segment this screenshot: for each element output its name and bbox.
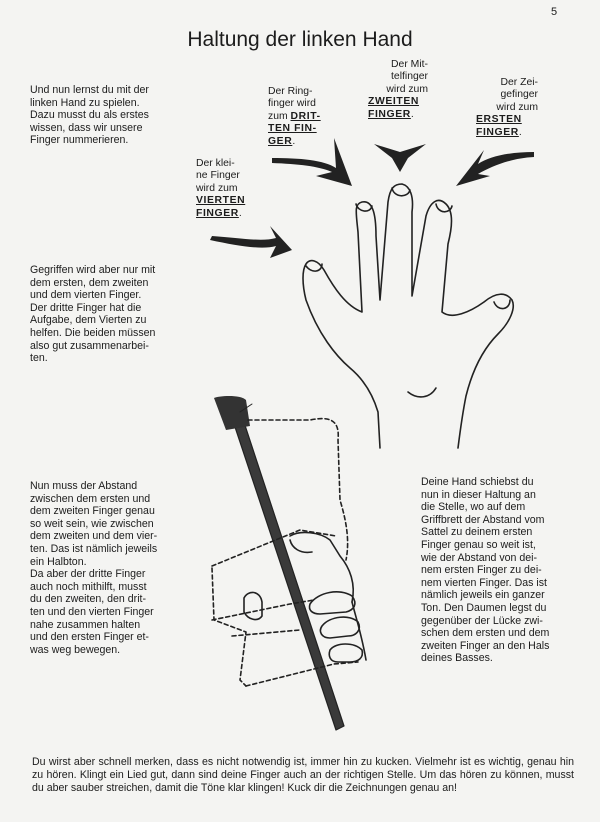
- hand-line: die Stelle, wo auf dem: [421, 501, 526, 514]
- label-suffix: .: [292, 135, 296, 147]
- finger-name: VIERTEN: [196, 195, 246, 207]
- grip-line: dem ersten, dem zweiten: [30, 276, 149, 289]
- grip-line: Der dritte Finger hat die: [30, 301, 142, 314]
- finger-name: GER: [268, 135, 293, 147]
- hand-line: Finger genau so weit ist,: [421, 538, 536, 551]
- label-line: Der klei-: [196, 158, 235, 169]
- intro-line: linken Hand zu spielen.: [30, 96, 140, 109]
- label-suffix: .: [238, 207, 242, 219]
- grip-line: also gut zusammenarbei-: [30, 339, 149, 352]
- hand-line: Deine Hand schiebst du: [421, 476, 534, 488]
- finger-name: TEN FIN-: [268, 123, 317, 135]
- page-title: Haltung der linken Hand: [187, 28, 413, 51]
- fingerboard-illustration: [212, 396, 366, 730]
- finger-name: FINGER: [368, 108, 411, 120]
- arrow-icons: [210, 135, 534, 258]
- page-number: 5: [551, 6, 558, 18]
- label-word: zum: [268, 110, 288, 122]
- label-line: Der Zei-: [500, 77, 538, 88]
- distance-line: dem zweiten und dem vier-: [30, 530, 158, 543]
- distance-line: nahe zusammen halten: [30, 618, 141, 631]
- grip-line: Aufgabe, dem Vierten zu: [30, 314, 147, 327]
- hand-line: Sattel zu deinem ersten: [421, 526, 533, 539]
- distance-line: du den zweiten, den drit-: [30, 593, 147, 606]
- hand-line: gegenüber der Lücke zwi-: [421, 614, 543, 627]
- arrow-icon: [272, 135, 352, 186]
- label-line: wird zum: [496, 101, 538, 113]
- finger-name: FINGER: [476, 126, 519, 138]
- finger-name: ERSTEN: [476, 114, 522, 126]
- label-line: Der Mit-: [391, 59, 428, 70]
- arrow-icon: [210, 226, 292, 258]
- distance-line: so weit sein, wie zwischen: [30, 517, 154, 530]
- distance-line: ten und den vierten Finger: [30, 605, 154, 618]
- hand-line: Ton. Den Daumen legst du: [421, 601, 547, 614]
- arrow-icon: [374, 144, 426, 172]
- label-line: ne Finger: [196, 170, 240, 182]
- finger-name: DRIT-: [290, 110, 321, 122]
- distance-line: auch noch mithilft, musst: [30, 580, 147, 593]
- hand-line: zweiten Finger an den Hals: [421, 639, 550, 652]
- hand-line: deines Basses.: [421, 652, 493, 665]
- label-line: wird zum: [386, 83, 428, 95]
- hand-line: nem vierten Finger. Das ist: [421, 576, 547, 589]
- grip-line: und dem vierten Finger.: [30, 289, 142, 302]
- finger-name: ZWEITEN: [368, 96, 419, 108]
- open-hand-illustration: [303, 184, 513, 448]
- intro-line: Dazu musst du als erstes: [30, 109, 149, 122]
- distance-line: zwischen dem ersten und: [30, 492, 151, 505]
- grip-line: ten.: [30, 352, 48, 365]
- hand-line: wie der Abstand von dei-: [421, 551, 538, 564]
- distance-line: dem zweiten Finger genau: [30, 505, 155, 518]
- grip-line: Gegriffen wird aber nur mit: [30, 264, 156, 276]
- intro-line: Finger nummerieren.: [30, 134, 129, 147]
- label-line: finger wird: [268, 98, 316, 110]
- distance-line: und den ersten Finger et-: [30, 631, 149, 644]
- hand-line: Griffbrett der Abstand vom: [421, 513, 545, 526]
- label-line: gefinger: [500, 89, 538, 101]
- distance-line: Da aber der dritte Finger: [30, 568, 146, 581]
- bottom-paragraph: Du wirst aber schnell merken, dass es nicht notwendig ist, immer hin zu kucken. Vielmehr ist es wichtig, genau hin zu hören. Klingt ein Lied gut, dann sind deine Finger auch an der richtigen Stelle. Um das hören zu können, musst du aber sauber streichen, damit die Töne klar klingen! Kuck dir die Zeichnungen genau an!: [32, 756, 574, 794]
- hand-line: schen dem ersten und dem: [421, 627, 550, 640]
- distance-line: was weg bewegen.: [30, 643, 121, 656]
- arrow-icon: [456, 150, 534, 186]
- label-suffix: .: [518, 126, 522, 138]
- hand-line: nun in dieser Haltung an: [421, 488, 536, 501]
- label-suffix: .: [410, 108, 414, 120]
- intro-line: Und nun lernst du mit der: [30, 84, 149, 96]
- bass-neck: [226, 398, 344, 730]
- grip-line: helfen. Die beiden müssen: [30, 326, 156, 339]
- intro-line: wissen, dass wir unsere: [30, 121, 143, 134]
- finger-name: FINGER: [196, 207, 239, 219]
- label-line: telfinger: [391, 71, 428, 83]
- label-line: Der Ring-: [268, 86, 313, 97]
- distance-line: ten. Das ist nämlich jeweils: [30, 542, 158, 555]
- hand-line: nem ersten Finger zu dei-: [421, 564, 542, 577]
- distance-line: ein Halbton.: [30, 555, 87, 568]
- hand-line: nämlich jeweils ein ganzer: [421, 589, 545, 602]
- distance-line: Nun muss der Abstand: [30, 480, 138, 492]
- label-line: wird zum: [196, 182, 238, 194]
